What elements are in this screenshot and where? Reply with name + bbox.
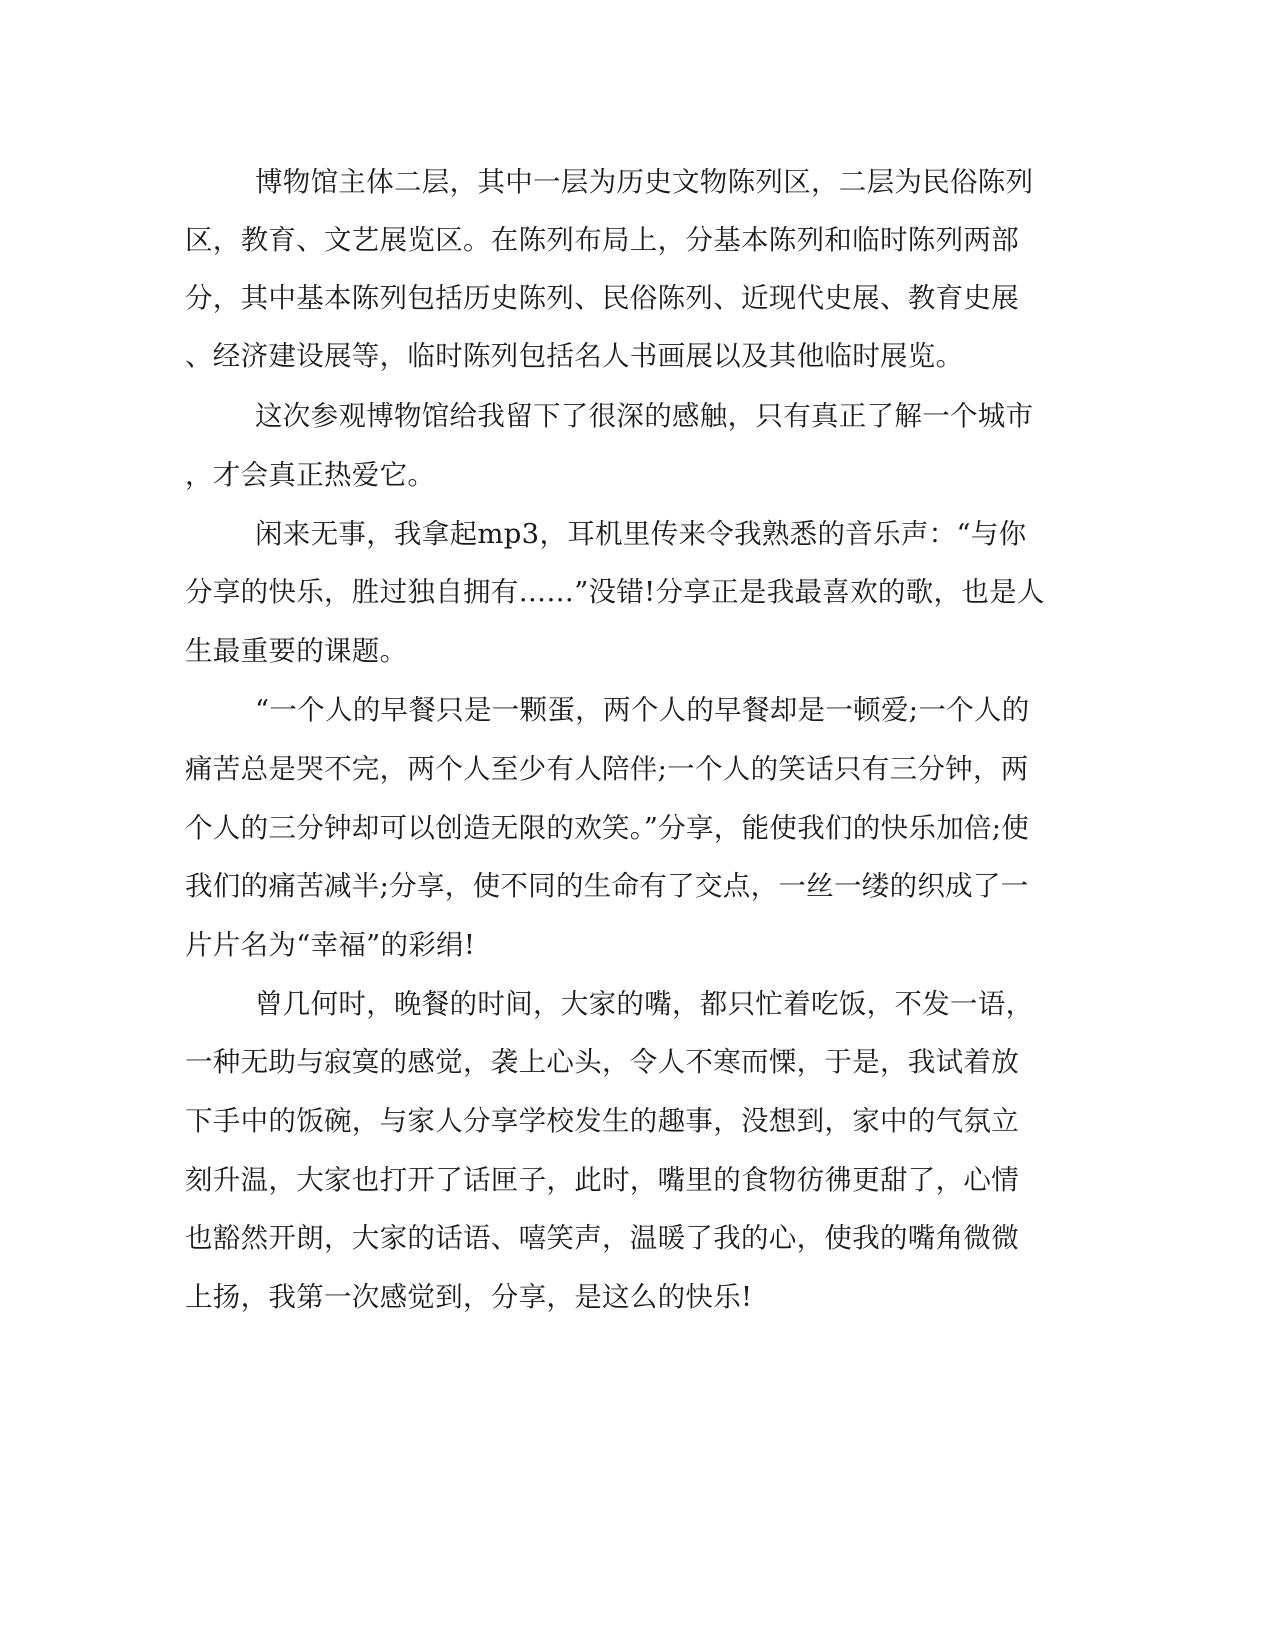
paragraph-3-line-3: 生最重要的课题。 — [185, 635, 408, 667]
paragraph-5-line-1: 曾几何时，晚餐的时间，大家的嘴，都只忙着吃饭，不发一语， — [255, 988, 1034, 1020]
paragraph-2-line-2: ，才会真正热爱它。 — [185, 459, 436, 491]
paragraph-1-line-1: 博物馆主体二层，其中一层为历史文物陈列区，二层为民俗陈列 — [255, 166, 1034, 198]
paragraph-5-line-4: 刻升温，大家也打开了话匣子，此时，嘴里的食物彷彿更甜了，心情 — [185, 1164, 1019, 1196]
paragraph-4-line-2: 痛苦总是哭不完，两个人至少有人陪伴;一个人的笑话只有三分钟，两 — [185, 753, 1029, 785]
paragraph-2-line-1: 这次参观博物馆给我留下了很深的感触，只有真正了解一个城市 — [255, 400, 1034, 432]
paragraph-1-line-3: 分，其中基本陈列包括历史陈列、民俗陈列、近现代史展、教育史展 — [185, 282, 1019, 314]
paragraph-4-line-1: “一个人的早餐只是一颗蛋，两个人的早餐却是一顿爱;一个人的 — [255, 694, 1030, 726]
paragraph-4-line-5: 片片名为“幸福”的彩绢! — [185, 929, 476, 961]
paragraph-4-line-3: 个人的三分钟却可以创造无限的欢笑。”分享，能使我们的快乐加倍;使 — [185, 812, 1030, 844]
paragraph-5-line-6: 上扬，我第一次感觉到，分享，是这么的快乐! — [185, 1281, 753, 1313]
paragraph-5-line-5: 也豁然开朗，大家的话语、嘻笑声，温暖了我的心，使我的嘴角微微 — [185, 1222, 1019, 1254]
paragraph-4-line-4: 我们的痛苦减半;分享，使不同的生命有了交点，一丝一缕的织成了一 — [185, 870, 1029, 902]
paragraph-3-line-2: 分享的快乐，胜过独自拥有……”没错!分享正是我最喜欢的歌，也是人 — [185, 576, 1045, 608]
paragraph-5-line-3: 下手中的饭碗，与家人分享学校发生的趣事，没想到，家中的气氛立 — [185, 1105, 1019, 1137]
paragraph-5-line-2: 一种无助与寂寞的感觉，袭上心头，令人不寒而慄，于是，我试着放 — [185, 1046, 1019, 1078]
paragraph-3-line-1: 闲来无事，我拿起mp3，耳机里传来令我熟悉的音乐声：“与你 — [255, 518, 1027, 550]
paragraph-1-line-2: 区，教育、文艺展览区。在陈列布局上，分基本陈列和临时陈列两部 — [185, 224, 1019, 256]
paragraph-1-line-4: 、经济建设展等，临时陈列包括名人书画展以及其他临时展览。 — [185, 340, 964, 372]
